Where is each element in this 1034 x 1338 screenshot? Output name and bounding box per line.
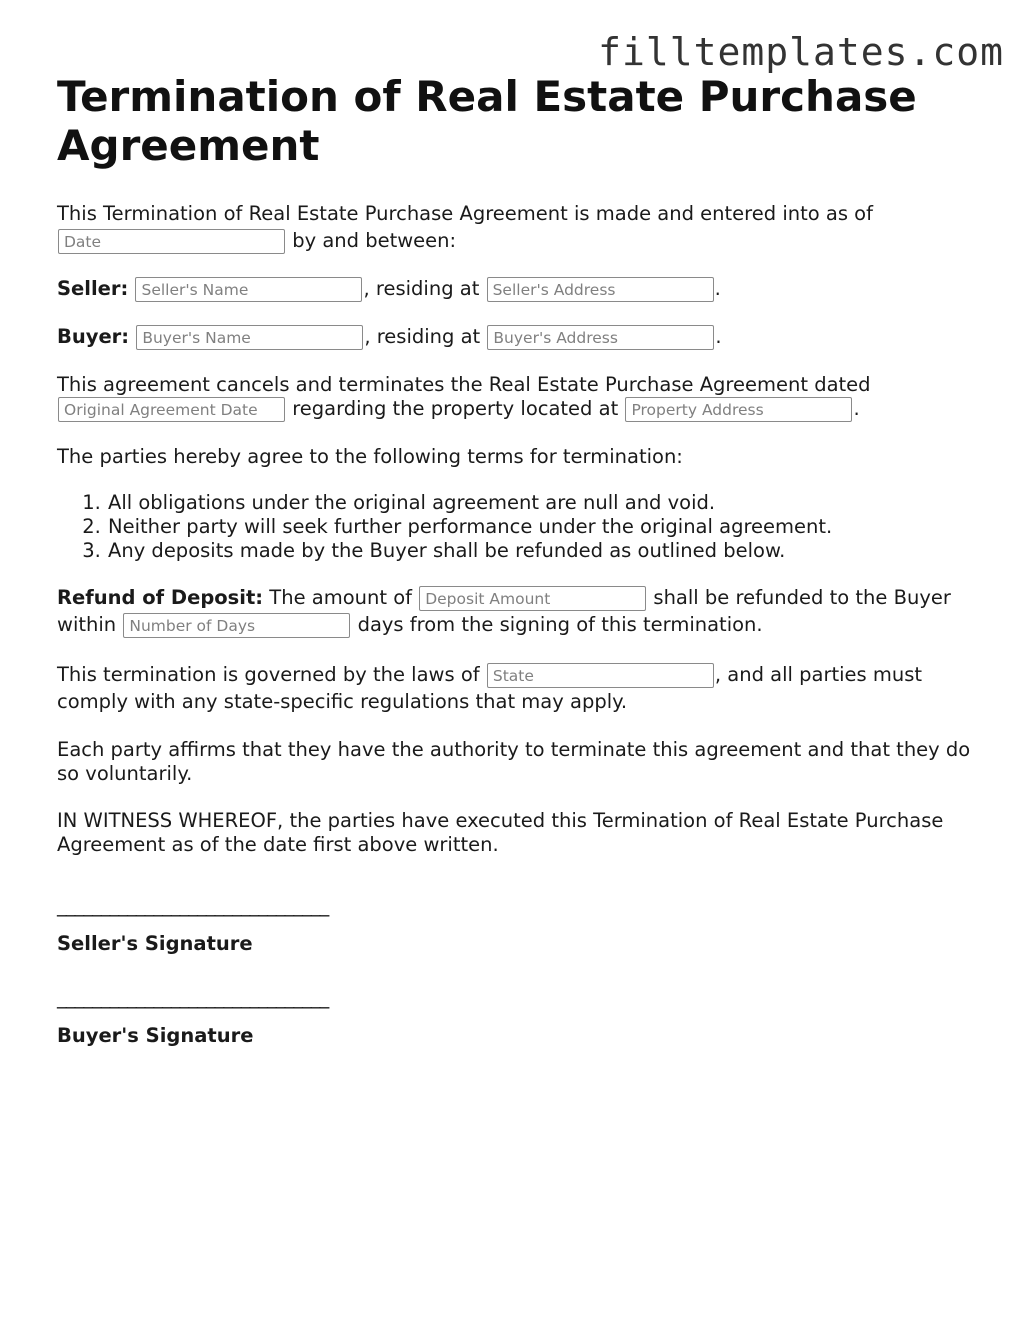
refund-paragraph <box>57 584 987 638</box>
seller-address-input[interactable] <box>487 277 714 302</box>
buyer-residing-text: , residing at <box>364 325 481 348</box>
seller-signature-line: _______________________________ <box>57 894 329 917</box>
buyer-label: Buyer: <box>57 325 130 348</box>
buyer-name-input[interactable] <box>136 325 363 350</box>
seller-residing-text: , residing at <box>363 277 480 300</box>
cancel-text: This agreement cancels and terminates the Real Estate Purchase Agreement dated <box>57 373 871 396</box>
intro-text-after: by and between: <box>292 229 457 252</box>
buyer-address-input[interactable] <box>487 325 714 350</box>
number-of-days-input[interactable] <box>123 613 350 638</box>
watermark: filltemplates.com <box>598 30 1004 74</box>
seller-signature-label: Seller's Signature <box>57 932 253 955</box>
intro-text: This Termination of Real Estate Purchase Agreement is made and entered into as of <box>57 202 873 225</box>
terms-list <box>57 491 987 563</box>
terms-intro: The parties hereby agree to the following terms for termination: <box>57 445 683 468</box>
seller-end: . <box>714 277 721 300</box>
cancel-text-middle: regarding the property located at <box>292 397 619 420</box>
cancel-paragraph <box>57 373 987 422</box>
refund-text-before: The amount of <box>269 586 412 609</box>
page-title: Termination of Real Estate Purchase Agreement <box>57 72 917 170</box>
cancel-end: . <box>853 397 860 420</box>
seller-label: Seller: <box>57 277 129 300</box>
governing-text-after: , and all parties must comply with any state-specific regulations that may apply. <box>57 663 923 713</box>
deposit-amount-input[interactable] <box>419 586 646 611</box>
buyer-signature-line: _______________________________ <box>57 986 329 1009</box>
governing-text-before: This termination is governed by the laws of <box>57 663 480 686</box>
state-input[interactable] <box>487 663 714 688</box>
refund-text-middle: shall be refunded to the Buyer within <box>57 586 951 636</box>
intro-paragraph <box>57 200 987 254</box>
seller-line <box>57 277 987 302</box>
document <box>57 72 987 1048</box>
original-agreement-date-input[interactable] <box>58 397 285 422</box>
buyer-line <box>57 325 987 350</box>
witness-paragraph: IN WITNESS WHEREOF, the parties have executed this Termination of Real Estate Purchase Agreement as of the date first above written. <box>57 809 944 856</box>
affirm-paragraph: Each party affirms that they have the authority to terminate this agreement and that they do so voluntarily. <box>57 738 971 785</box>
refund-label: Refund of Deposit: <box>57 586 264 609</box>
governing-paragraph <box>57 661 987 715</box>
date-input[interactable] <box>58 229 285 254</box>
list-item: 2. Neither party will seek further performance under the original agreement. <box>107 515 987 539</box>
seller-name-input[interactable] <box>135 277 362 302</box>
property-address-input[interactable] <box>625 397 852 422</box>
buyer-signature-label: Buyer's Signature <box>57 1024 254 1047</box>
list-item: 3. Any deposits made by the Buyer shall be refunded as outlined below. <box>107 539 987 563</box>
refund-text-after: days from the signing of this termination. <box>357 613 763 636</box>
list-item: 1. All obligations under the original agreement are null and void. <box>107 491 987 515</box>
buyer-end: . <box>715 325 722 348</box>
